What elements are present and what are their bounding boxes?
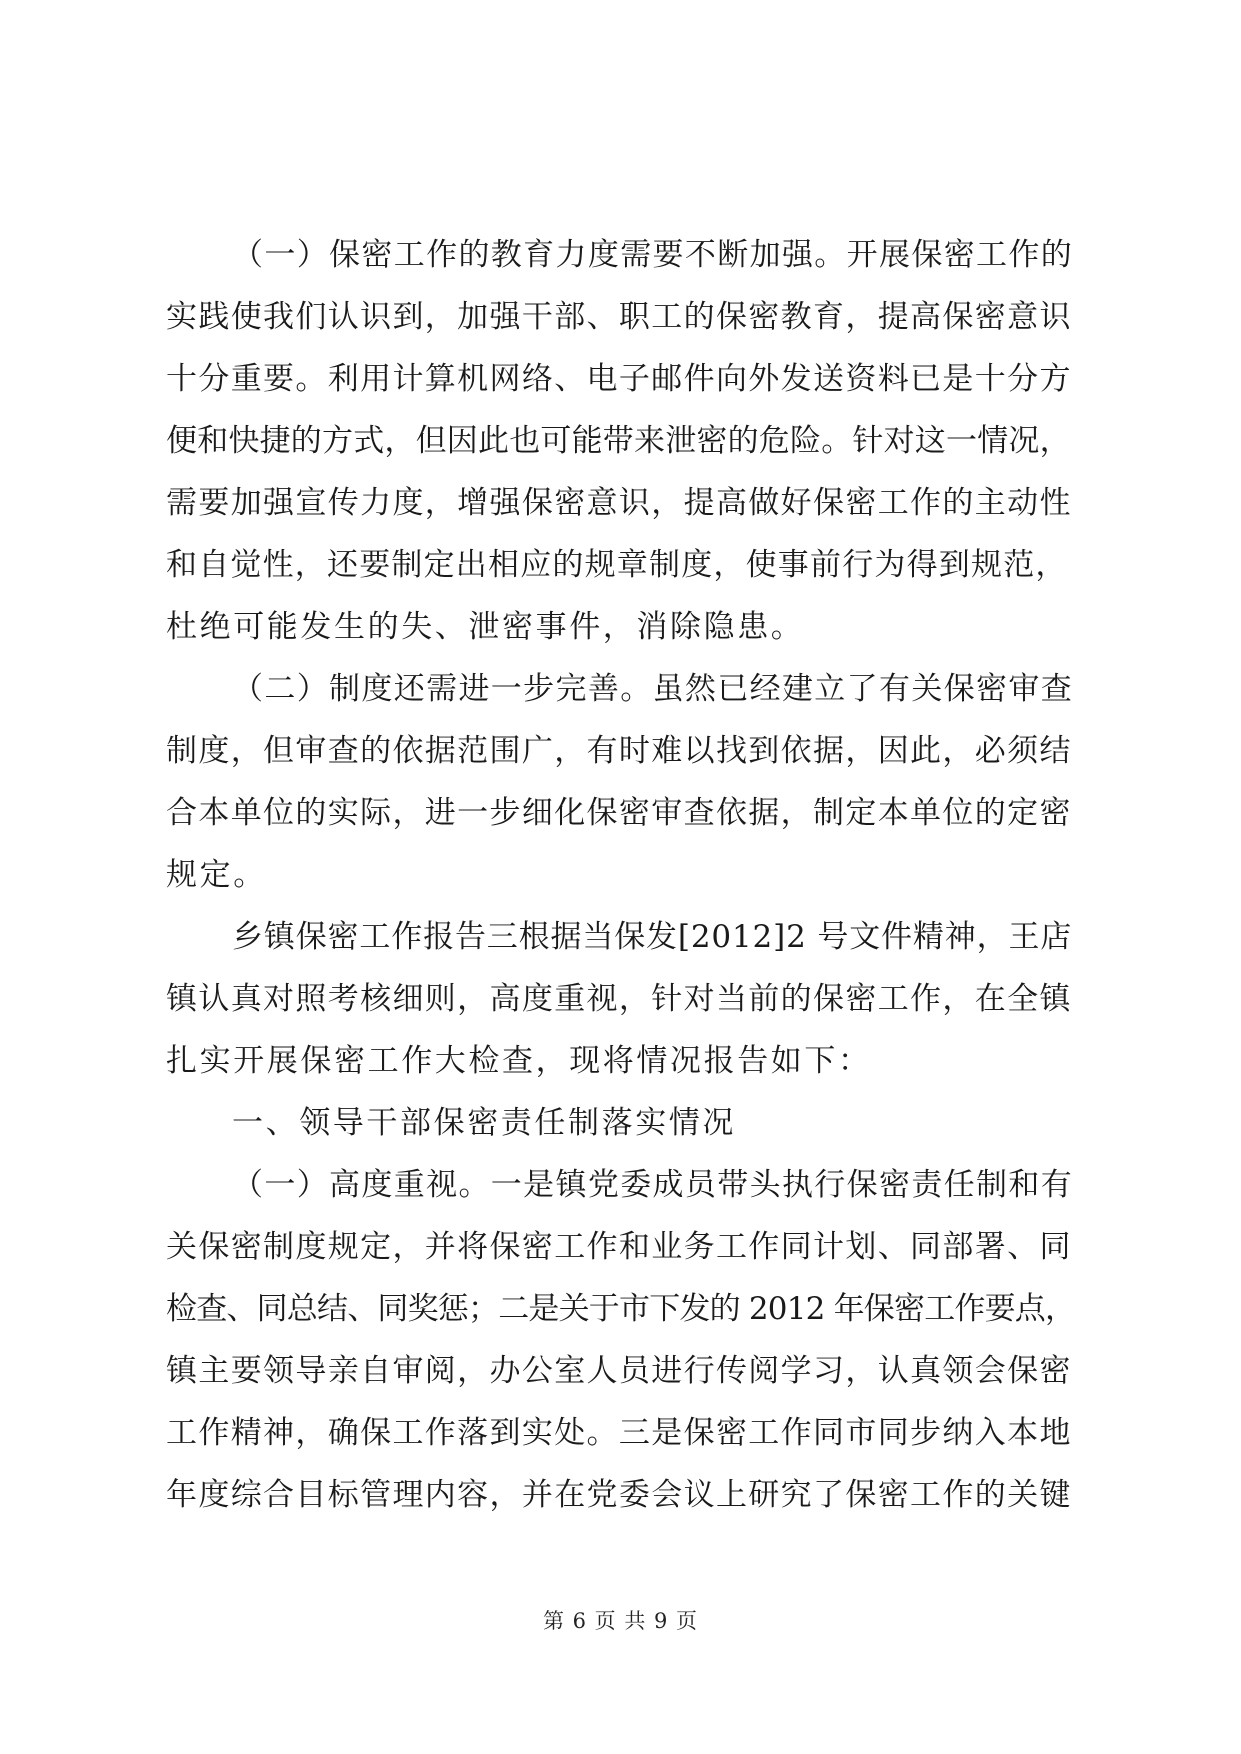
body-line: 乡镇保密工作报告三根据当保发[2012]2 号文件精神，王店	[232, 919, 1073, 955]
body-line: 关保密制度规定，并将保密工作和业务工作同计划、同部署、同	[166, 1229, 1072, 1265]
body-line: 镇主要领导亲自审阅，办公室人员进行传阅学习，认真领会保密	[166, 1353, 1072, 1389]
body-line: 十分重要。利用计算机网络、电子邮件向外发送资料已是十分方	[166, 361, 1072, 397]
body-line: （二）制度还需进一步完善。虽然已经建立了有关保密审查	[232, 671, 1074, 707]
body-line: 便和快捷的方式，但因此也可能带来泄密的危险。针对这一情况，	[166, 423, 1071, 459]
body-line: 和自觉性，还要制定出相应的规章制度，使事前行为得到规范，	[166, 547, 1068, 583]
body-line: （一）保密工作的教育力度需要不断加强。开展保密工作的	[232, 237, 1074, 273]
body-line: 合本单位的实际，进一步细化保密审查依据，制定本单位的定密	[166, 795, 1072, 831]
body-line: 制度，但审查的依据范围广，有时难以找到依据，因此，必须结	[166, 733, 1072, 769]
body-line: 检查、同总结、同奖惩；二是关于市下发的 2012 年保密工作要点，	[166, 1291, 1076, 1327]
body-line: 扎实开展保密工作大检查，现将情况报告如下：	[166, 1043, 872, 1079]
body-line: 年度综合目标管理内容，并在党委会议上研究了保密工作的关键	[166, 1477, 1072, 1513]
body-line: 杜绝可能发生的失、泄密事件，消除隐患。	[166, 609, 805, 645]
body-line: 规定。	[166, 857, 267, 893]
body-line: 工作精神，确保工作落到实处。三是保密工作同市同步纳入本地	[166, 1415, 1072, 1451]
body-line: （一）高度重视。一是镇党委成员带头执行保密责任制和有	[232, 1167, 1074, 1203]
body-line: 镇认真对照考核细则，高度重视，针对当前的保密工作，在全镇	[166, 981, 1072, 1017]
document-body	[166, 224, 1076, 1526]
section-heading: 一、领导干部保密责任制落实情况	[232, 1105, 736, 1141]
body-line: 需要加强宣传力度，增强保密意识，提高做好保密工作的主动性	[166, 485, 1072, 521]
body-line: 实践使我们认识到，加强干部、职工的保密教育，提高保密意识	[166, 299, 1072, 335]
page-number-footer: 第 6 页 共 9 页	[542, 1609, 699, 1633]
